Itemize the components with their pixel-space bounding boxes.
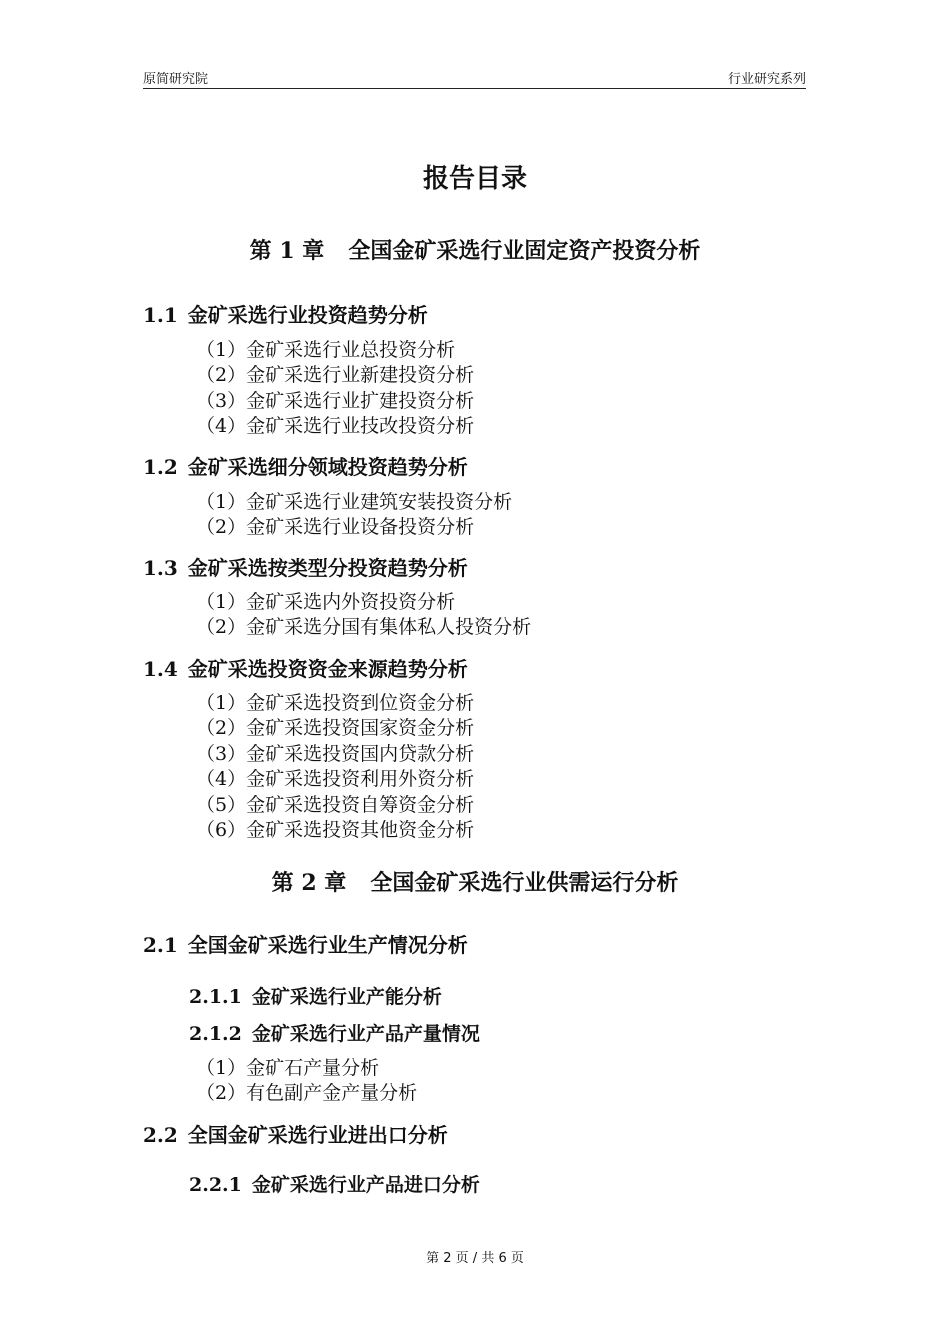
subsection-2-2-1-heading xyxy=(189,1170,480,1197)
section-1-4-items xyxy=(196,691,474,843)
section-title: 全国金矿采选行业进出口分析 xyxy=(187,1123,448,1147)
list-item: （1）金矿采选投资到位资金分析 xyxy=(196,692,475,714)
subsection-2-1-2-items xyxy=(196,1056,417,1107)
page-footer: 第 2 页 / 共 6 页 xyxy=(426,1251,524,1266)
section-number: 2.2 xyxy=(143,1123,178,1147)
section-1-2-heading xyxy=(143,451,468,480)
chapter-1-heading xyxy=(0,234,950,265)
section-number: 1.2 xyxy=(143,455,178,479)
list-item: （4）金矿采选投资利用外资分析 xyxy=(196,768,475,791)
list-item: （1）金矿采选内外资投资分析 xyxy=(196,591,456,613)
list-item: （2）金矿采选行业新建投资分析 xyxy=(196,364,475,387)
section-number: 1.4 xyxy=(143,657,178,681)
section-number: 2.1.2 xyxy=(189,1023,242,1045)
list-item: （3）金矿采选行业扩建投资分析 xyxy=(196,389,475,412)
header-series: 行业研究系列 xyxy=(727,72,806,87)
section-2-2-heading xyxy=(143,1119,448,1148)
section-title: 金矿采选按类型分投资趋势分析 xyxy=(187,556,468,580)
list-item: （1）金矿石产量分析 xyxy=(196,1057,380,1079)
section-title: 金矿采选行业产能分析 xyxy=(251,986,442,1008)
section-1-1-heading xyxy=(143,299,428,328)
subsection-2-1-1-heading xyxy=(189,982,442,1009)
chapter-number: 第 1 章 xyxy=(249,238,325,264)
list-item: （2）金矿采选投资国家资金分析 xyxy=(196,717,475,740)
section-1-2-items xyxy=(196,490,512,541)
section-number: 2.1.1 xyxy=(189,986,242,1008)
section-number: 2.1 xyxy=(143,933,178,957)
section-1-3-heading xyxy=(143,552,468,581)
list-item: （2）有色副产金产量分析 xyxy=(196,1082,418,1105)
section-1-1-items xyxy=(196,338,474,440)
chapter-title: 全国金矿采选行业固定资产投资分析 xyxy=(348,238,701,264)
list-item: （4）金矿采选行业技改投资分析 xyxy=(196,415,475,438)
list-item: （2）金矿采选分国有集体私人投资分析 xyxy=(196,616,532,639)
list-item: （5）金矿采选投资自筹资金分析 xyxy=(196,793,475,816)
subsection-2-1-2-heading xyxy=(189,1019,480,1046)
section-1-3-items xyxy=(196,590,531,641)
header-org: 原简研究院 xyxy=(143,72,209,87)
list-item: （3）金矿采选投资国内贷款分析 xyxy=(196,742,475,765)
section-title: 金矿采选投资资金来源趋势分析 xyxy=(187,657,468,681)
section-1-4-heading xyxy=(143,653,468,682)
section-title: 全国金矿采选行业生产情况分析 xyxy=(187,933,468,957)
list-item: （1）金矿采选行业建筑安装投资分析 xyxy=(196,491,513,513)
page-header xyxy=(143,66,806,89)
chapter-title: 全国金矿采选行业供需运行分析 xyxy=(370,870,679,896)
chapter-number: 第 2 章 xyxy=(271,870,347,896)
section-title: 金矿采选行业产品产量情况 xyxy=(251,1023,480,1045)
section-number: 1.1 xyxy=(143,303,178,327)
list-item: （1）金矿采选行业总投资分析 xyxy=(196,339,456,361)
section-title: 金矿采选行业投资趋势分析 xyxy=(187,303,428,327)
section-number: 2.2.1 xyxy=(189,1174,242,1196)
list-item: （6）金矿采选投资其他资金分析 xyxy=(196,819,475,842)
section-title: 金矿采选细分领域投资趋势分析 xyxy=(187,455,468,479)
list-item: （2）金矿采选行业设备投资分析 xyxy=(196,516,475,539)
section-2-1-heading xyxy=(143,929,468,958)
chapter-2-heading xyxy=(0,866,950,897)
section-title: 金矿采选行业产品进口分析 xyxy=(251,1174,480,1196)
report-title: 报告目录 xyxy=(422,164,527,194)
section-number: 1.3 xyxy=(143,556,178,580)
